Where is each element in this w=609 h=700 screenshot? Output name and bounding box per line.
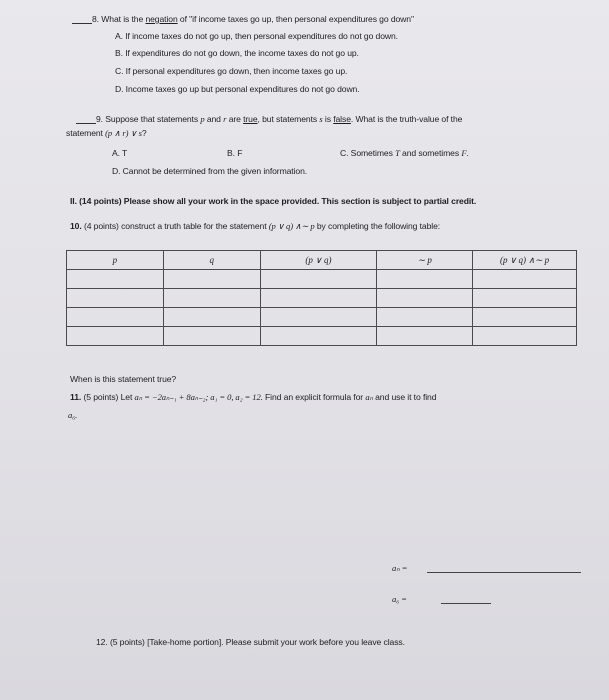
q9-choice-d: D. Cannot be determined from the given information. — [112, 166, 308, 176]
q11-an-label: aₙ = — [392, 563, 408, 573]
table-cell[interactable] — [377, 289, 473, 308]
q11-stem: 11. (5 points) Let aₙ = −2aₙ₋₁ + 8aₙ₋₂; a₁ = 0, a₂ = 12. Find an explicit formula for aₙ and use it to find — [70, 392, 437, 402]
table-cell[interactable] — [67, 308, 164, 327]
q9-choice-b: B. F — [227, 148, 243, 158]
table-cell[interactable] — [163, 289, 260, 308]
table-cell[interactable] — [163, 308, 260, 327]
table-cell[interactable] — [260, 289, 377, 308]
truth-table-header-row — [67, 251, 577, 270]
q9-stem-line2: statement (p ∧ r) ∨ s? — [66, 128, 147, 138]
table-row — [67, 308, 577, 327]
truth-table-header: (p ∨ q) — [260, 251, 377, 270]
q9-answer-blank[interactable] — [76, 114, 96, 124]
q9-choice-a: A. T — [112, 148, 128, 158]
q8-choice-a: A. If income taxes do not go up, then personal expenditures do not go down. — [115, 31, 398, 41]
table-cell[interactable] — [163, 270, 260, 289]
section-2-heading: II. (14 points) Please show all your work in the space provided. This section is subject to partial credit. — [70, 196, 477, 206]
q8-stem: 8. What is the negation of "if income taxes go up, then personal expenditures go down" — [72, 14, 414, 24]
truth-table — [66, 250, 577, 346]
table-cell[interactable] — [67, 289, 164, 308]
truth-table-header: ∼ p — [377, 251, 473, 270]
table-cell[interactable] — [473, 327, 577, 346]
table-cell[interactable] — [260, 308, 377, 327]
table-cell[interactable] — [163, 327, 260, 346]
q8-number: 8. — [92, 14, 99, 24]
q11-a6-answer-line[interactable] — [441, 603, 491, 604]
q11-an-answer-line[interactable] — [427, 572, 581, 573]
table-cell[interactable] — [473, 308, 577, 327]
table-cell[interactable] — [67, 270, 164, 289]
table-cell[interactable] — [377, 270, 473, 289]
q8-choice-d: D. Income taxes go up but personal expenditures do not go down. — [115, 84, 360, 94]
table-cell[interactable] — [260, 270, 377, 289]
q9-choice-c: C. Sometimes T and sometimes F. — [340, 148, 469, 158]
q10-followup: When is this statement true? — [70, 374, 177, 384]
q8-choice-c: C. If personal expenditures go down, then income taxes go up. — [115, 66, 348, 76]
q8-choice-b: B. If expenditures do not go down, the income taxes do not go up. — [115, 48, 359, 58]
table-row — [67, 289, 577, 308]
table-cell[interactable] — [377, 327, 473, 346]
q11-a6-label: a₆ = — [392, 594, 407, 604]
table-cell[interactable] — [67, 327, 164, 346]
truth-table-header: (p ∨ q) ∧∼ p — [473, 251, 577, 270]
truth-table-header: q — [163, 251, 260, 270]
table-row — [67, 327, 577, 346]
table-row — [67, 270, 577, 289]
table-cell[interactable] — [473, 270, 577, 289]
table-cell[interactable] — [260, 327, 377, 346]
table-cell[interactable] — [377, 308, 473, 327]
q9-stem-line1: 9. Suppose that statements p and r are true, but statements s is false. What is the truth-value of the — [76, 114, 462, 124]
q10-stem: 10. (4 points) construct a truth table for the statement (p ∨ q) ∧∼ p by completing the following table: — [70, 221, 441, 231]
q11-stem-line2: a₆. — [68, 410, 78, 420]
truth-table-header: p — [67, 251, 164, 270]
q12-stem: 12. (5 points) [Take-home portion]. Please submit your work before you leave class. — [96, 637, 405, 647]
table-cell[interactable] — [473, 289, 577, 308]
q8-answer-blank[interactable] — [72, 14, 92, 24]
